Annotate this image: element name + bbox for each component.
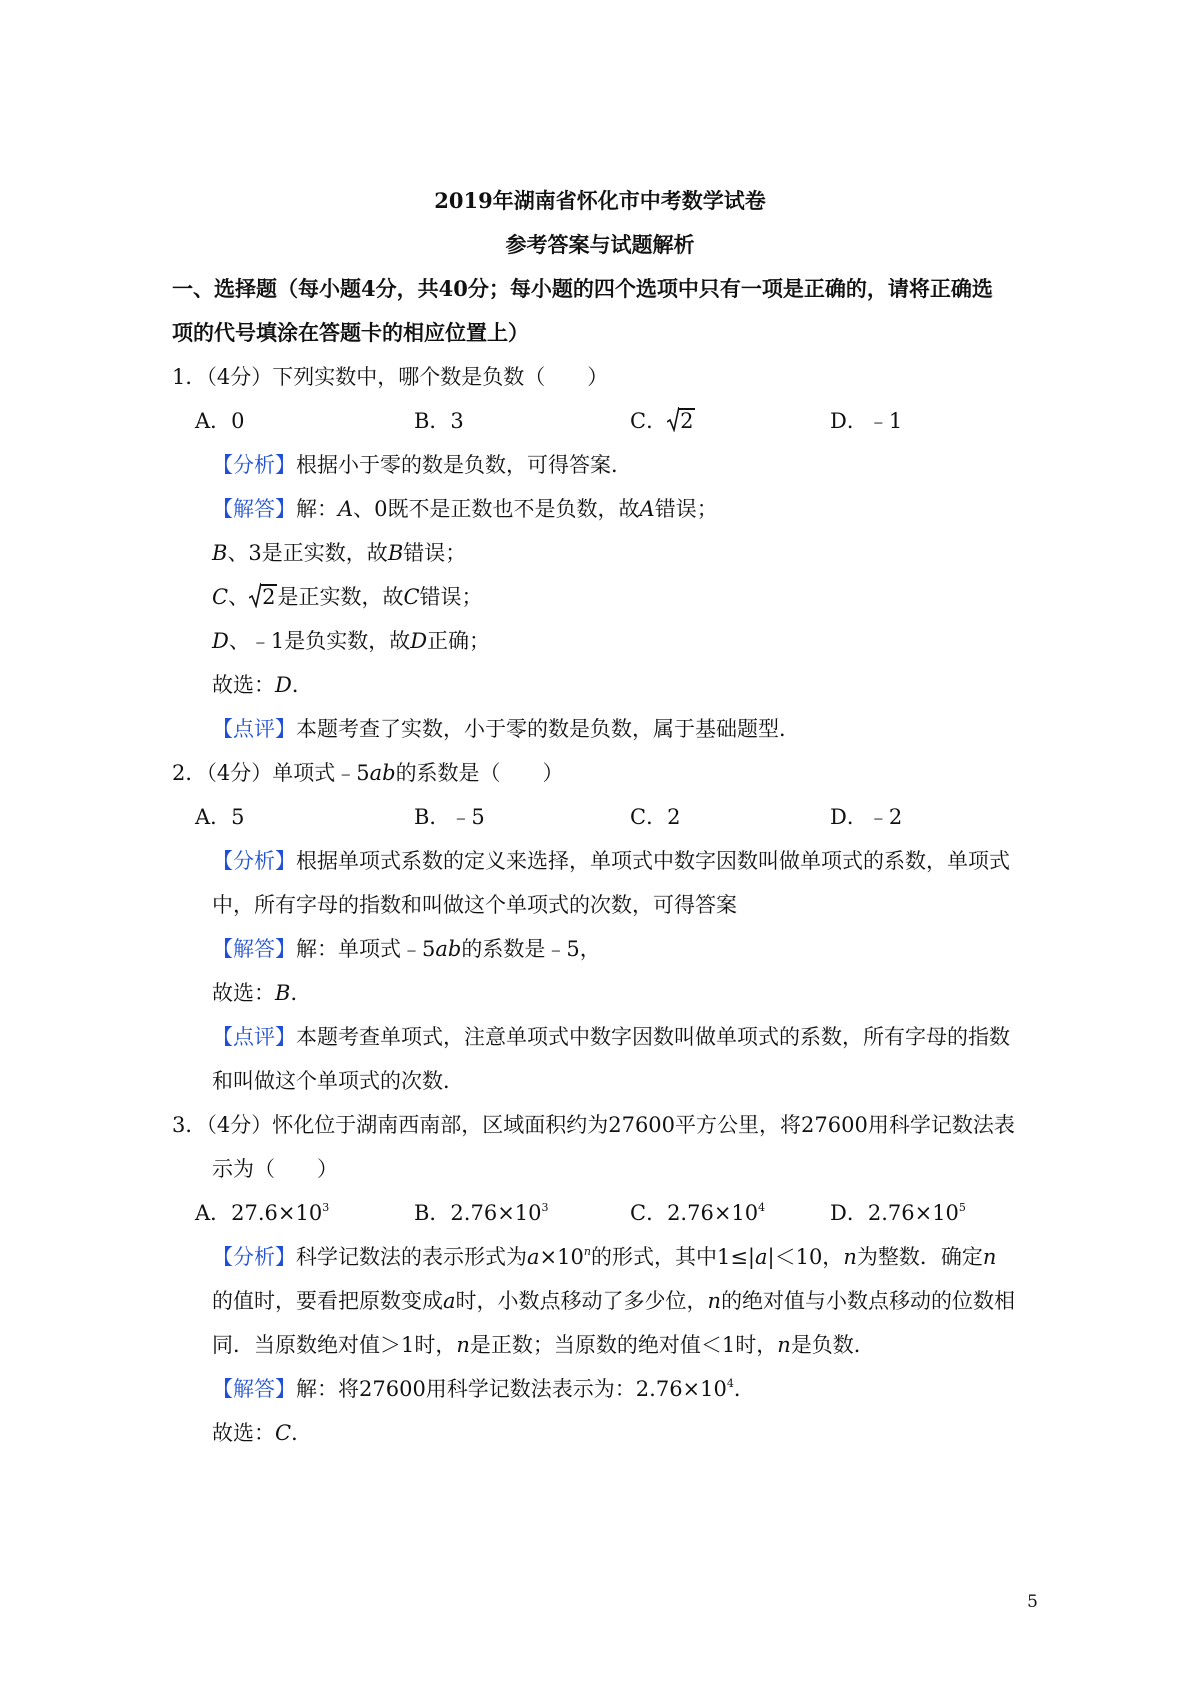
q2-text: ． (290, 981, 312, 1005)
q1-analysis-text: 根据小于零的数是负数，可得答案． (296, 453, 632, 477)
q3-var: n (456, 1333, 470, 1357)
q2-text: 2．（4分）单项式﹣5 (172, 761, 370, 785)
q1-text: 正确； (427, 629, 491, 653)
q3-text: 的绝对值与小数点移动的位数相 (721, 1289, 1016, 1313)
q3-text: |＜10， (767, 1245, 844, 1269)
q3-stem-1: 3．（4分）怀化位于湖南西南部，区域面积约为27600平方公里，将27600用科学记数法表 (172, 1113, 1015, 1137)
answer-tag: 【解答】 (212, 1377, 296, 1401)
q3-text: 是正数；当原数的绝对值＜1时， (469, 1333, 778, 1357)
q1-answer (212, 494, 718, 524)
q3-var: n (777, 1333, 791, 1357)
q2-option-a: A．5 (195, 805, 245, 829)
q3-stem-2: 示为（ ） (212, 1157, 338, 1181)
sqrt-symbol (249, 582, 277, 608)
q3-var: a (443, 1289, 456, 1313)
q2-option-d: D．﹣2 (830, 805, 903, 829)
q1-radicand: 2 (262, 585, 276, 609)
q1-analysis (212, 450, 632, 480)
page-subtitle: 参考答案与试题解析 (505, 232, 695, 257)
q2-var: ab (369, 761, 396, 785)
exponent: 5 (958, 1201, 966, 1214)
comment-tag: 【点评】 (212, 717, 296, 741)
q2-text: 的系数是﹣5， (461, 937, 601, 961)
q3-text: 故选： (212, 1421, 275, 1445)
q1-text: ． (291, 673, 313, 697)
q2-comment-2: 和叫做这个单项式的次数． (212, 1069, 464, 1093)
q1-answer-var: A (338, 497, 354, 521)
q3-text: ． (733, 1377, 755, 1401)
q3-text: ． (291, 1421, 313, 1445)
q1-line-b (212, 538, 466, 568)
q1-var: D (212, 629, 229, 653)
q1-answer-var: A (639, 497, 655, 521)
q2-var: ab (435, 937, 462, 961)
analysis-tag: 【分析】 (212, 849, 296, 873)
q2-comment-1 (212, 1022, 1010, 1052)
q2-text: 解：单项式﹣5 (296, 937, 436, 961)
q2-answer (212, 934, 601, 964)
q1-answer-text: 解： (296, 497, 338, 521)
q1-var: C (212, 585, 229, 609)
q3-choose (212, 1418, 312, 1448)
q1-text: 、﹣1是负实数，故 (228, 629, 411, 653)
section-heading-line2: 项的代号填涂在答题卡的相应位置上） (172, 320, 529, 345)
q3-text: 时，小数点移动了多少位， (455, 1289, 708, 1313)
q3-text: 的值时，要看把原数变成 (212, 1289, 443, 1313)
q3-text: 为整数．确定 (856, 1245, 983, 1269)
q1-text: 、 (228, 585, 250, 609)
q3-option-c (630, 1198, 765, 1228)
q3-text: 科学记数法的表示形式为 (296, 1245, 527, 1269)
page-title: 2019年湖南省怀化市中考数学试卷 (434, 188, 766, 213)
q1-comment-text: 本题考查了实数，小于零的数是负数，属于基础题型． (296, 717, 800, 741)
comment-tag: 【点评】 (212, 1025, 296, 1049)
exponent: 3 (322, 1201, 330, 1214)
q1-option-b: B．3 (414, 409, 464, 433)
q3-option-b (414, 1198, 549, 1228)
q1-line-d (212, 626, 490, 656)
q2-text: 的系数是（ ） (395, 761, 564, 785)
q1-choose (212, 670, 313, 700)
q3-var: C (275, 1421, 292, 1445)
q1-option-c-radicand: 2 (680, 409, 694, 433)
sqrt-symbol (667, 406, 695, 432)
q1-option-d: D．﹣1 (830, 409, 903, 433)
q3-text: 的形式，其中1≤| (590, 1245, 755, 1269)
q2-analysis-1 (212, 846, 1010, 876)
q3-option-d-text: D．2.76×10 (830, 1201, 959, 1225)
q3-var: n (707, 1289, 722, 1313)
q3-var: a (527, 1245, 540, 1269)
analysis-tag: 【分析】 (212, 1245, 296, 1269)
q2-var: B (275, 981, 291, 1005)
q1-var: B (212, 541, 228, 565)
page-number: 5 (1027, 1592, 1038, 1612)
answer-tag: 【解答】 (212, 497, 296, 521)
q1-text: 故选： (212, 673, 275, 697)
q3-analysis-2 (212, 1286, 1015, 1316)
q3-option-d (830, 1198, 966, 1228)
q3-option-b-text: B．2.76×10 (414, 1201, 542, 1225)
q1-answer-text: 错误； (654, 497, 718, 521)
q3-var: n (982, 1245, 997, 1269)
q2-choose (212, 978, 311, 1008)
q3-text: 是负数． (790, 1333, 875, 1357)
analysis-tag: 【分析】 (212, 453, 296, 477)
q2-option-b: B．﹣5 (414, 805, 485, 829)
q1-option-c (630, 406, 695, 436)
q2-text: 本题考查单项式，注意单项式中数字因数叫做单项式的系数，所有字母的指数 (296, 1025, 1010, 1049)
q2-text: 根据单项式系数的定义来选择，单项式中数字因数叫做单项式的系数，单项式 (296, 849, 1010, 873)
q1-text: 、3是正实数，故 (227, 541, 388, 565)
q1-line-c (212, 582, 483, 612)
q1-var: D (410, 629, 428, 653)
q1-option-a: A．0 (195, 409, 245, 433)
q1-var: B (387, 541, 404, 565)
exponent: 4 (726, 1377, 734, 1390)
q2-analysis-2: 中，所有字母的指数和叫做这个单项式的次数，可得答案 (212, 893, 737, 917)
q1-option-c-label: C． (630, 409, 668, 433)
q3-option-a (195, 1198, 329, 1228)
q2-stem (172, 758, 564, 788)
answer-tag: 【解答】 (212, 937, 296, 961)
q3-option-a-text: A．27.6×10 (195, 1201, 323, 1225)
q1-var: D (275, 673, 292, 697)
q3-text: 同．当原数绝对值＞1时， (212, 1333, 457, 1357)
exponent: 4 (758, 1201, 766, 1214)
q1-text: 错误； (419, 585, 483, 609)
q3-text: ×10 (539, 1245, 584, 1269)
q3-answer (212, 1374, 755, 1404)
q1-text: 错误； (403, 541, 467, 565)
q3-text: 解：将27600用科学记数法表示为：2.76×10 (296, 1377, 727, 1401)
q3-option-c-text: C．2.76×10 (630, 1201, 759, 1225)
q3-var: a (754, 1245, 768, 1269)
q3-var: n (843, 1245, 857, 1269)
q1-answer-text: 、0既不是正数也不是负数，故 (353, 497, 640, 521)
q1-comment (212, 714, 800, 744)
exponent: n (583, 1245, 591, 1258)
section-heading-line1: 一、选择题（每小题4分，共40分；每小题的四个选项中只有一项是正确的，请将正确选 (172, 276, 993, 301)
q1-stem: 1．（4分）下列实数中，哪个数是负数（ ） (172, 365, 609, 389)
q1-var: C (403, 585, 420, 609)
q2-text: 故选： (212, 981, 275, 1005)
exponent: 3 (541, 1201, 549, 1214)
q3-analysis-1 (212, 1242, 996, 1272)
q3-analysis-3 (212, 1330, 875, 1360)
q1-text: 是正实数，故 (277, 585, 404, 609)
q2-option-c: C．2 (630, 805, 681, 829)
